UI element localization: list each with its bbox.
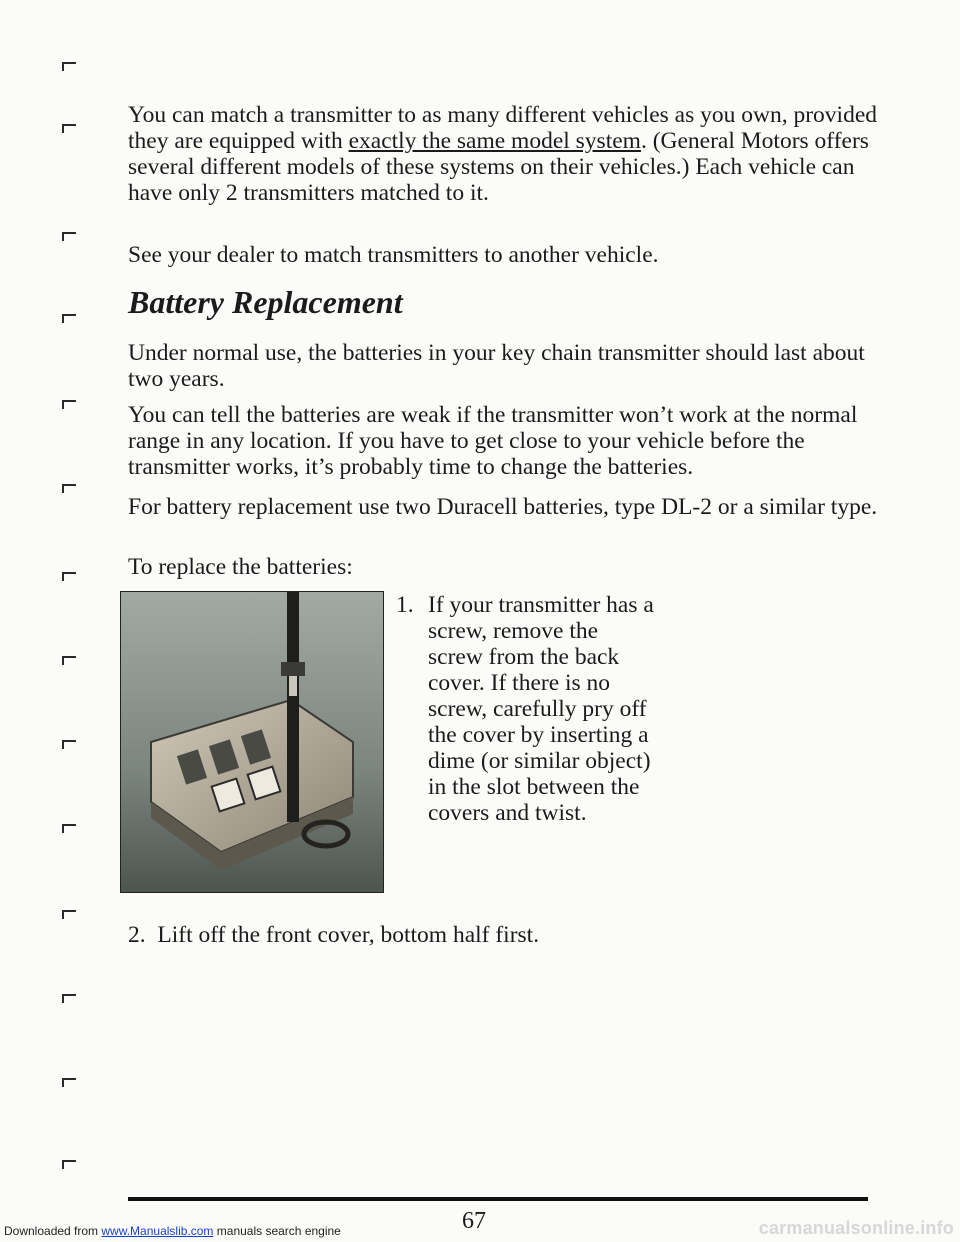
step-number: 2. <box>128 922 146 948</box>
site-watermark: carmanualsonline.info <box>758 1218 954 1238</box>
transmitter-photo <box>120 591 384 893</box>
intro-text-continued: . (General Motors offers several different models of these systems on their vehicles.) Each vehicle can have only 2 transmitters matched to it. <box>128 128 869 206</box>
margin-tick <box>62 910 76 912</box>
replace-intro-paragraph: To replace the batteries: <box>128 554 353 580</box>
footer-suffix: manuals search engine <box>213 1224 341 1238</box>
battery-life-paragraph: Under normal use, the batteries in your key chain transmitter should last about two years. <box>128 340 865 392</box>
step-text: If your transmitter has a screw, remove the screw from the back cover. If there is no screw, carefully pry off the cover by inserting a dime (or similar object) in the slot between the covers and twist. <box>428 592 654 826</box>
margin-tick <box>62 1078 76 1080</box>
margin-tick <box>62 232 76 234</box>
margin-tick <box>62 314 76 316</box>
margin-tick <box>62 124 76 126</box>
footer-prefix: Downloaded from <box>4 1224 102 1238</box>
margin-tick <box>62 1160 76 1162</box>
margin-tick <box>62 656 76 658</box>
intro-paragraph <box>128 102 888 206</box>
manualslib-link[interactable]: www.Manualslib.com <box>101 1224 214 1238</box>
step-number: 1. <box>396 592 414 618</box>
download-footer <box>4 1224 341 1238</box>
margin-tick <box>62 740 76 742</box>
emphasized-text: exactly the same model system <box>348 128 641 154</box>
margin-tick <box>62 400 76 402</box>
margin-tick <box>62 994 76 996</box>
margin-tick <box>62 572 76 574</box>
step-text: Lift off the front cover, bottom half first. <box>157 922 540 948</box>
page-number: 67 <box>462 1208 486 1234</box>
step-2 <box>128 922 539 949</box>
margin-tick <box>62 62 76 64</box>
footer-rule <box>128 1197 868 1201</box>
battery-type-paragraph: For battery replacement use two Duracell batteries, type DL-2 or a similar type. <box>128 494 878 520</box>
margin-tick <box>62 484 76 486</box>
margin-tick <box>62 824 76 826</box>
weak-battery-paragraph: You can tell the batteries are weak if the transmitter won’t work at the normal range in any location. If you have to get close to your vehicle before the transmitter works, it’s probably time to change the batteries. <box>128 402 858 480</box>
section-heading: Battery Replacement <box>128 284 403 320</box>
dealer-paragraph: See your dealer to match transmitters to another vehicle. <box>128 242 659 268</box>
intro-text: You can match a transmitter to as many different vehicles as you own, provided they are equipped with <box>128 102 877 154</box>
